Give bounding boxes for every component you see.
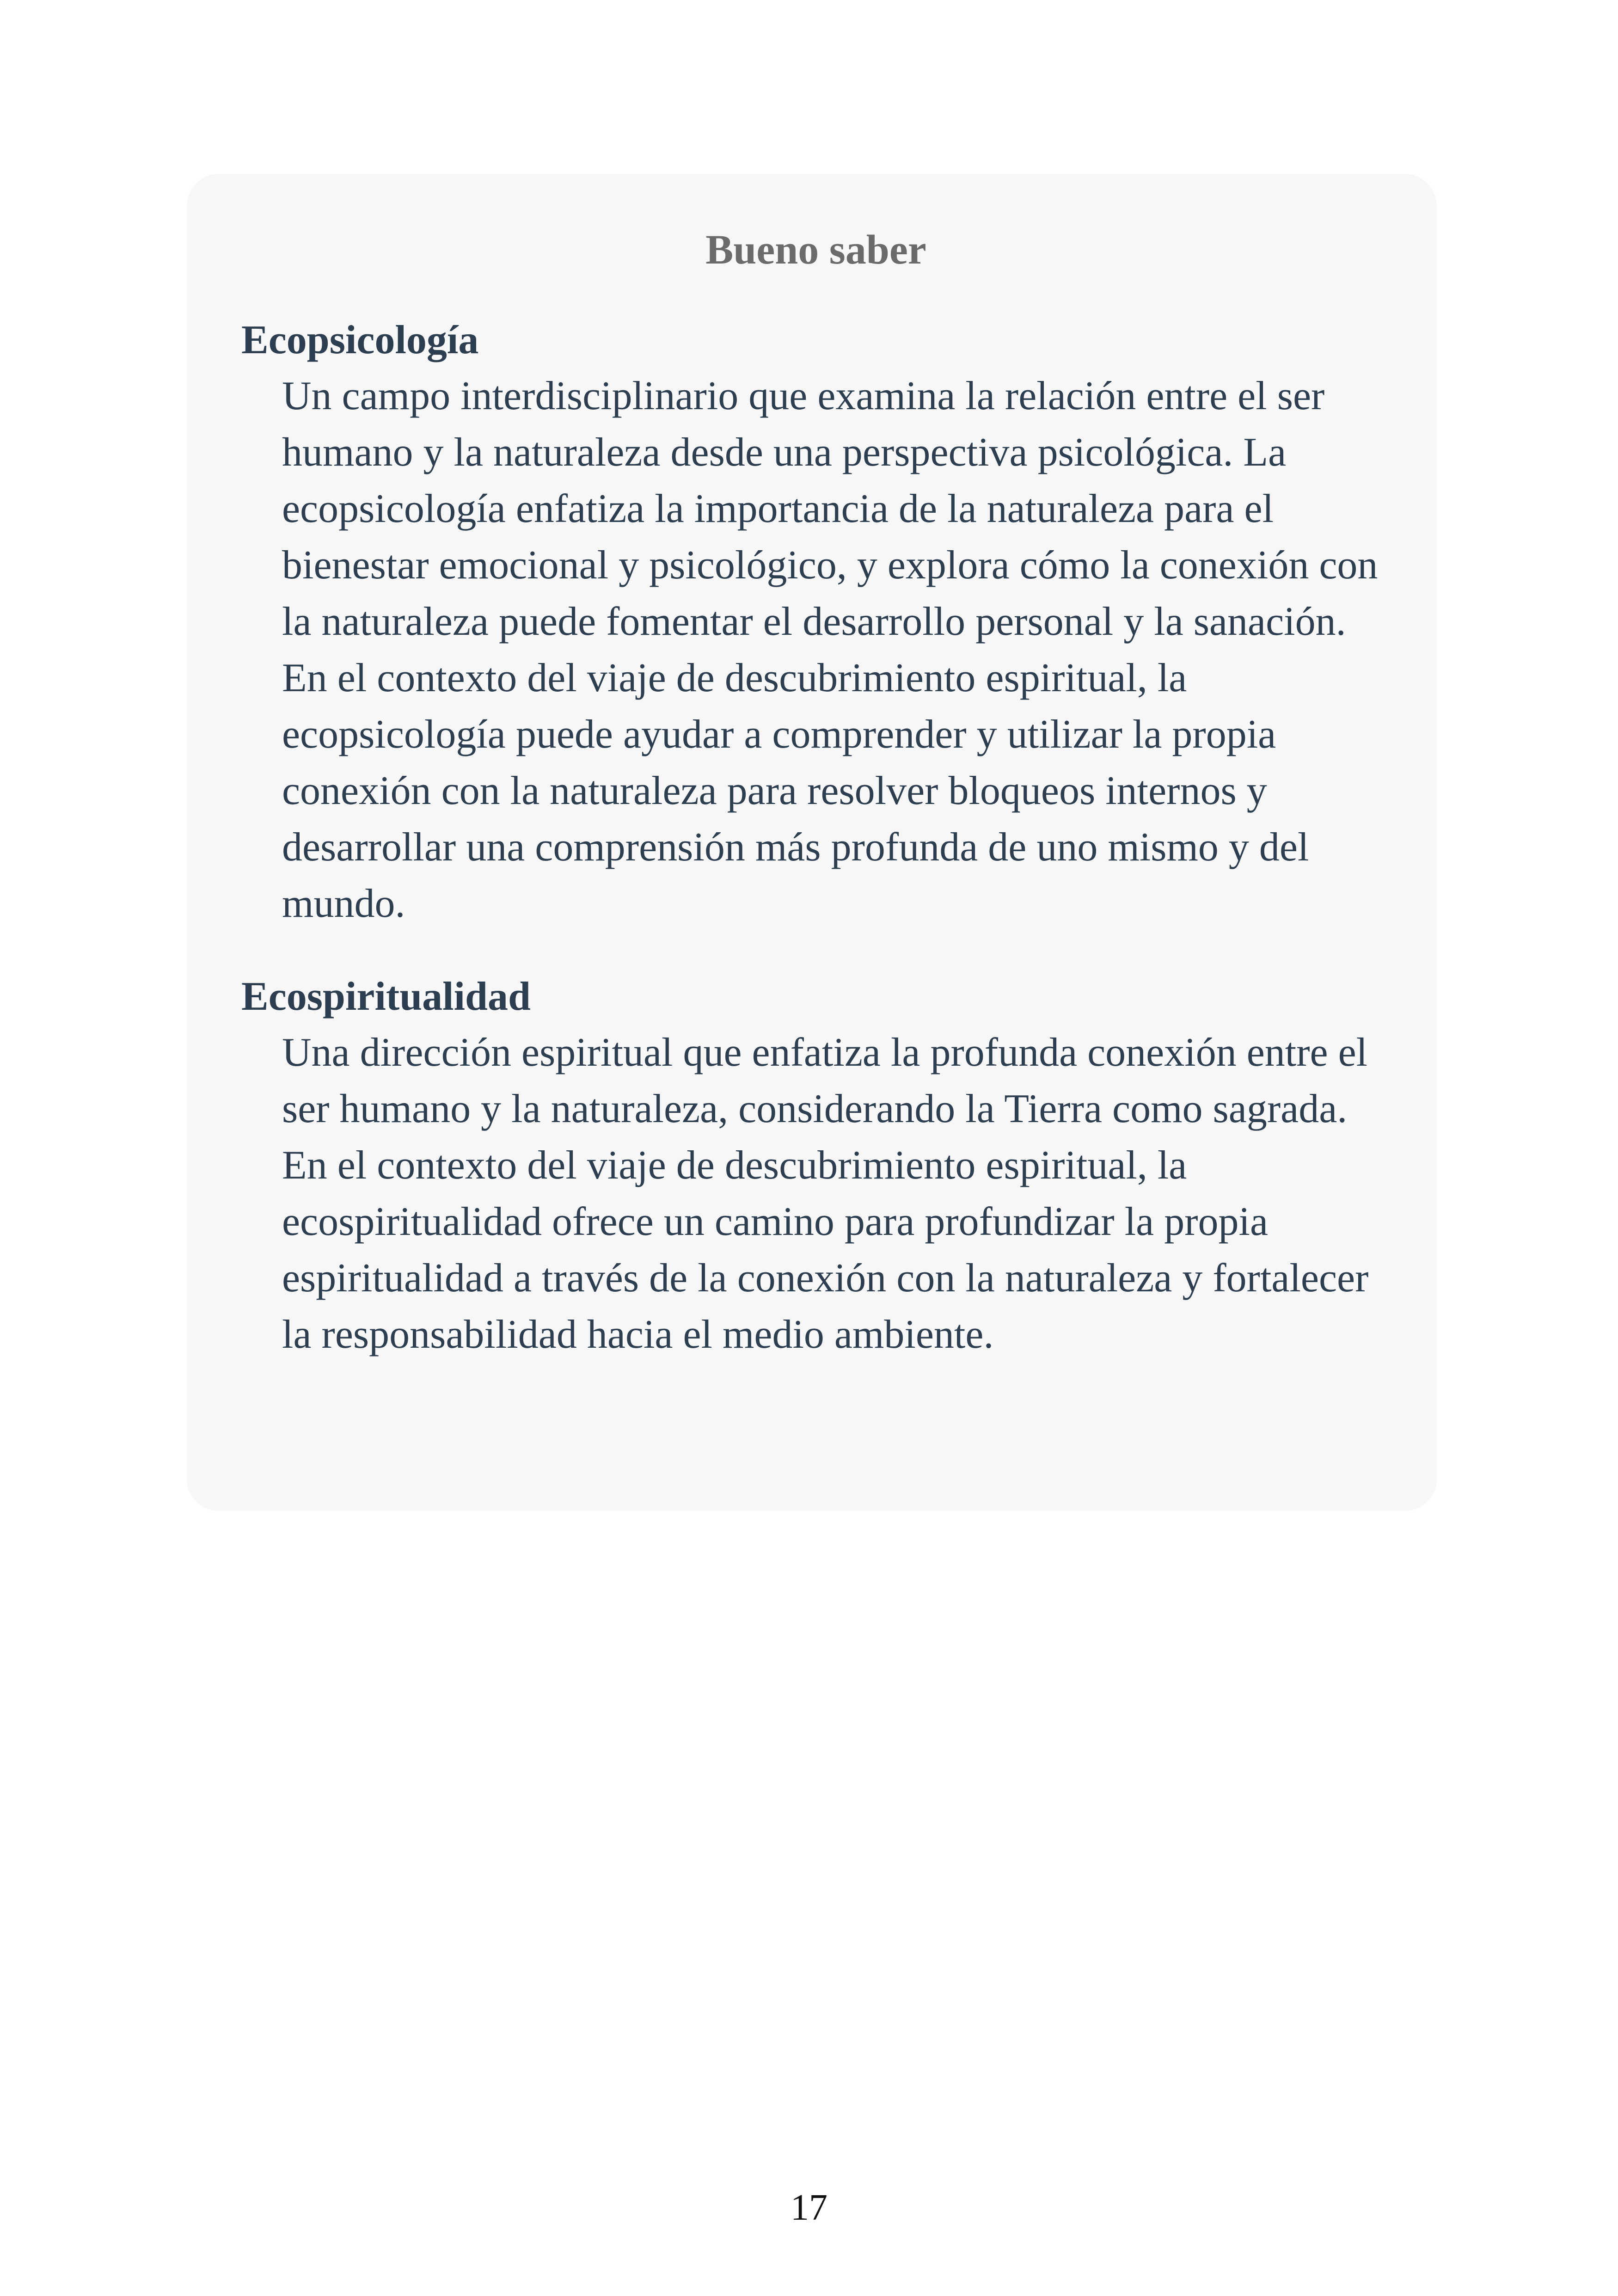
good-to-know-box <box>187 174 1437 1511</box>
term-heading: Ecopsicología <box>241 318 479 362</box>
term-heading: Ecospiritualidad <box>241 974 531 1019</box>
term-definition: Un campo interdisciplinario que examina la relación entre el ser humano y la naturaleza desde una perspectiva psicológica. La ecopsicología enfatiza la importancia de la naturaleza para el bienestar emocional y psicológico, y explora cómo la conexión con la naturaleza puede fomentar el desarrollo personal y la sanación. En el contexto del viaje de descubrimiento espiritual, la ecopsicología puede ayudar a comprender y utilizar la propia conexión con la naturaleza para resolver bloqueos internos y desarrollar una comprensión más profunda de uno mismo y del mundo. <box>282 374 1378 926</box>
page-number: 17 <box>791 2187 827 2228</box>
glossary-term-ecospiritualidad <box>241 969 1391 1363</box>
glossary-term-ecopsicologia <box>241 313 1391 932</box>
term-definition: Una dirección espiritual que enfatiza la profunda conexión entre el ser humano y la naturaleza, considerando la Tierra como sagrada. En el contexto del viaje de descubrimiento espiritual, la ecospiritualidad ofrece un camino para profundizar la propia espiritualidad a través de la conexión con la naturaleza y fortalecer la responsabilidad hacia el medio ambiente. <box>282 1030 1369 1357</box>
box-title: Bueno saber <box>705 227 926 273</box>
